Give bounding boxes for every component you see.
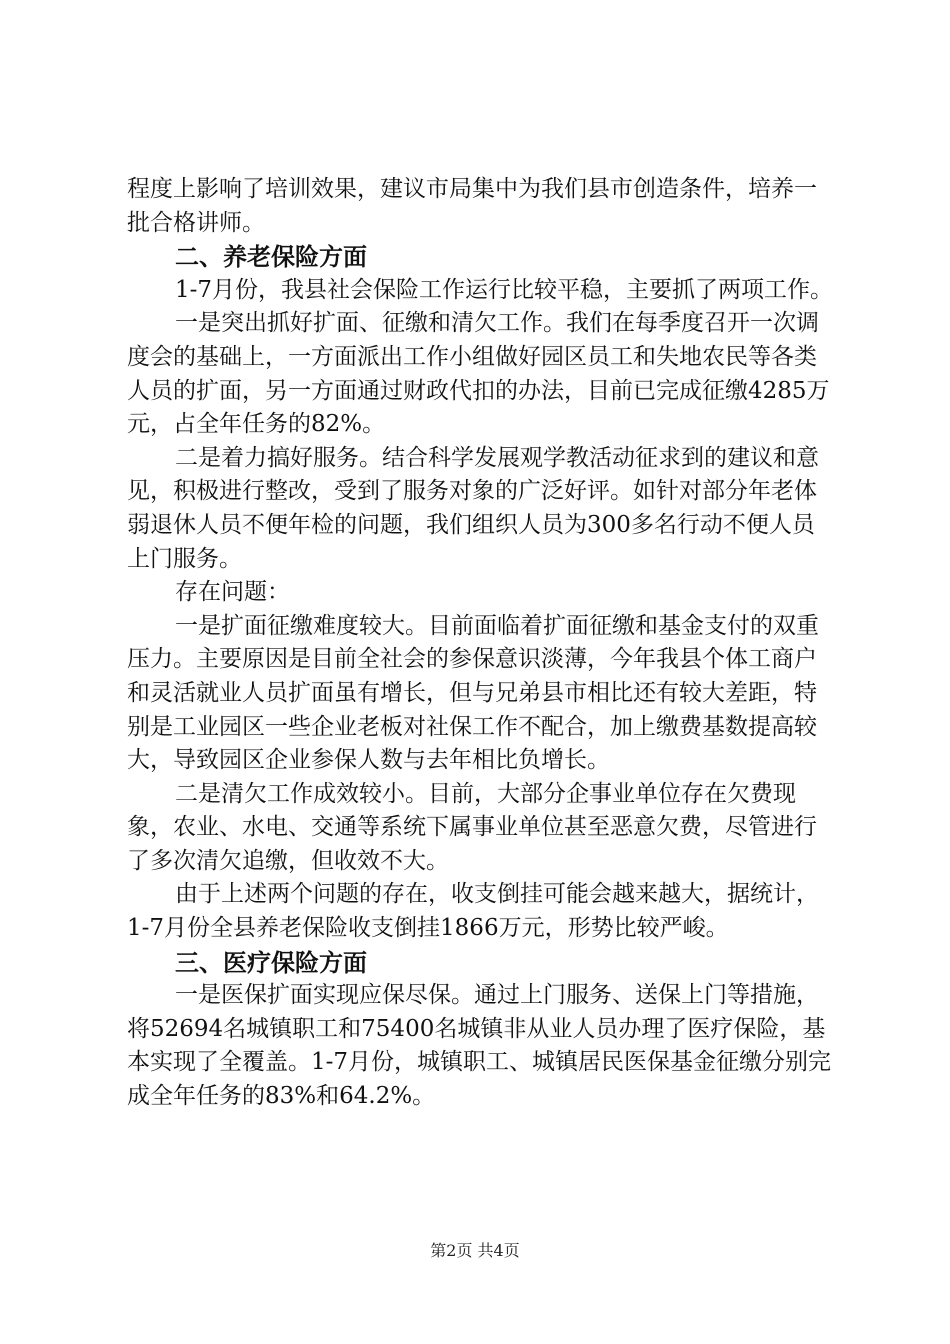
paragraph-continuation: 程度上影响了培训效果，建议市局集中为我们县市创造条件，培养一批合格讲师。 (127, 176, 817, 236)
paragraph-problems-label: 存在问题： (175, 579, 290, 606)
paragraph-problem-one: 一是扩面征缴难度较大。目前面临着扩面征缴和基金支付的双重压力。主要原因是目前全社会的参保意识淡薄，今年我县个体工商户和灵活就业人员扩面虽有增长，但与兄弟县市相比还有较大差距，特别是工业园区一些企业老板对社保工作不配合，加上缴费基数提高较大，导致园区企业参保人数与去年相比负增长。 (127, 612, 819, 774)
paragraph-overview: 1-7月份，我县社会保险工作运行比较平稳，主要抓了两项工作。 (175, 276, 834, 303)
section-heading-pension: 二、养老保险方面 (175, 242, 367, 272)
paragraph-medical-coverage: 一是医保扩面实现应保尽保。通过上门服务、送保上门等措施，将52694名城镇职工和75400名城镇非从业人员办理了医疗保险，基本实现了全覆盖。1-7月份，城镇职工、城镇居民医保基金征缴分别完成全年任务的83%和64.2%。 (127, 982, 832, 1110)
document-body (127, 173, 837, 1114)
page-footer: 第2页 共4页 (430, 1241, 520, 1260)
paragraph-problem-two: 二是清欠工作成效较小。目前，大部分企事业单位存在欠费现象，农业、水电、交通等系统下属事业单位甚至恶意欠费，尽管进行了多次清欠追缴，但收效不大。 (127, 780, 817, 874)
paragraph-expansion: 一是突出抓好扩面、征缴和清欠工作。我们在每季度召开一次调度会的基础上，一方面派出工作小组做好园区员工和失地农民等各类人员的扩面，另一方面通过财政代扣的办法，目前已完成征缴4285万元，占全年任务的82%。 (127, 310, 830, 438)
paragraph-deficit: 由于上述两个问题的存在，收支倒挂可能会越来越大，据统计，1-7月份全县养老保险收支倒挂1866万元，形势比较严峻。 (127, 881, 819, 942)
section-heading-medical: 三、医疗保险方面 (175, 947, 367, 977)
paragraph-service: 二是着力搞好服务。结合科学发展观学教活动征求到的建议和意见，积极进行整改，受到了服务对象的广泛好评。如针对部分年老体弱退休人员不便年检的问题，我们组织人员为300多名行动不便人员上门服务。 (127, 444, 819, 572)
